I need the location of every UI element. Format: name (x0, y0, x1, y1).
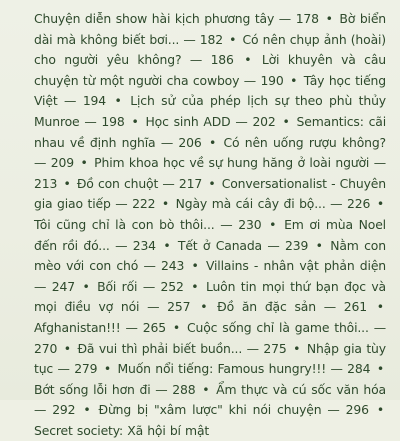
toc-entry: Đừng bị "xâm lược" khi nói chuyện — 296 (98, 402, 369, 418)
bullet-separator: • (191, 258, 199, 274)
toc-entry: Lịch sử của phép lịch sự theo phù thủy Munroe — 198 (34, 93, 386, 129)
toc-entry: Nhập gia tùy tục — 279 (34, 340, 386, 377)
bullet-separator: • (376, 361, 384, 377)
toc-entry: Ẩm thực và cú sốc văn hóa — 292 (34, 381, 387, 418)
toc-entry: Có nên chụp ảnh (hoài) cho người yêu không? — 186 (34, 31, 386, 68)
toc-entry: Bớt sống lỗi hơn đi — 288 (34, 381, 196, 397)
bullet-separator: • (290, 72, 298, 88)
toc-entry: Bối rối — 252 (97, 278, 184, 294)
toc-entry: Tây học tiếng Việt — 194 (34, 72, 386, 109)
bullet-separator: • (131, 113, 139, 129)
bullet-separator: • (63, 175, 71, 191)
toc-entry: Phim khoa học về sự hung hăng ở loài người — 213 (34, 155, 386, 191)
bullet-separator: • (376, 196, 384, 212)
bullet-separator: • (229, 31, 237, 47)
bullet-separator: • (293, 340, 301, 356)
bullet-separator: • (83, 402, 91, 418)
toc-entry: Luôn tin mọi thứ bạn đọc và mọi điều vợ nói — 257 (34, 278, 386, 315)
bullet-separator: • (191, 278, 199, 294)
bullet-separator: • (103, 361, 112, 377)
bullet-separator: • (114, 93, 122, 109)
toc-entry: Bờ biển dài mà không biết bơi... — 182 (34, 11, 387, 47)
bullet-separator: • (63, 340, 71, 356)
toc-entry: Đã vui thì phải biết buồn... — 275 (77, 340, 287, 356)
toc-entry: Villains - nhân vật phản diện — 247 (34, 258, 386, 294)
bullet-separator: • (208, 175, 216, 191)
bullet-separator: • (376, 299, 384, 315)
bullet-separator: • (161, 196, 170, 212)
bullet-separator: • (244, 52, 252, 68)
toc-entry: Cuộc sống chỉ là game thôi... — 270 (34, 319, 386, 356)
bullet-separator: • (163, 237, 171, 253)
bullet-separator: • (202, 381, 210, 397)
toc-entry: Afghanistan!!! — 265 (34, 319, 166, 335)
bullet-separator: • (315, 237, 323, 253)
bullet-separator: • (208, 134, 217, 150)
bullet-separator: • (269, 216, 277, 232)
toc-entry: Tôi cũng chỉ là con bò thôi... — 230 (34, 216, 262, 232)
toc-entry: Học sinh ADD — 202 (145, 113, 276, 129)
toc-entry: Ngày mà cái cây đi bộ... — 226 (175, 196, 371, 212)
bullet-separator: • (82, 278, 90, 294)
toc-entry: Conversationalist - Chuyên gia giao tiếp — 222 (34, 175, 386, 212)
bullet-separator: • (200, 299, 208, 315)
toc-entry: Chuyện diễn show hài kịch phương tây — 178 (34, 11, 319, 26)
toc-entry: Secret society: Xã hội bí mật (34, 422, 210, 438)
toc-entry: Muốn nổi tiếng: Famous hungry!!! — 284 (117, 361, 371, 377)
toc-entry: Nằm con mèo với con chó — 243 (34, 237, 386, 274)
bullet-separator: • (172, 319, 181, 335)
toc-entry: Có nên uống rượu không? — 209 (34, 134, 386, 171)
bullet-separator: • (376, 402, 384, 418)
bullet-separator: • (282, 113, 290, 129)
bullet-separator: • (80, 155, 88, 171)
toc-entry: Đồ con chuột — 217 (76, 175, 203, 191)
toc-entry: Em ơi mùa Noel đến rồi đó... — 234 (34, 216, 386, 253)
toc-entry: Semantics: cãi nhau về định nghĩa — 206 (34, 113, 386, 150)
toc-entry: Tết ở Canada — 239 (177, 237, 309, 253)
bullet-separator: • (325, 11, 333, 26)
toc-text-block (34, 9, 386, 441)
toc-entry: Lời khuyên và câu chuyện từ một người cha cowboy — 190 (34, 52, 386, 88)
toc-entry: Đồ ăn đặc sản — 261 (217, 299, 367, 315)
